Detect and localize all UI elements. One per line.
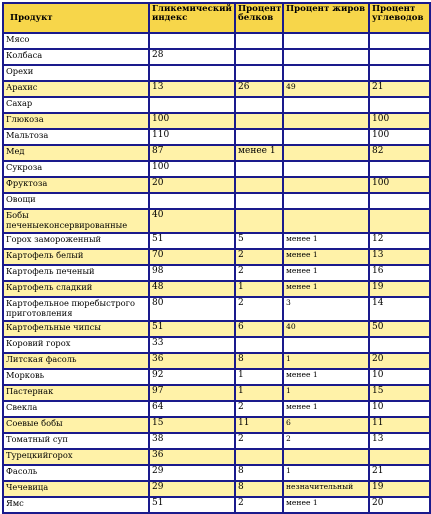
cell-fat: 3 xyxy=(283,297,369,321)
cell-protein xyxy=(235,209,283,233)
cell-glycemic-index: 29 xyxy=(149,481,235,497)
cell-fat xyxy=(283,97,369,113)
cell-carbs: 13 xyxy=(369,249,430,265)
table-container xyxy=(2,2,429,514)
table-row xyxy=(3,297,430,321)
cell-fat xyxy=(283,209,369,233)
table-row xyxy=(3,337,430,353)
cell-protein: 2 xyxy=(235,401,283,417)
table-row xyxy=(3,417,430,433)
table-row xyxy=(3,481,430,497)
cell-glycemic-index: 40 xyxy=(149,209,235,233)
cell-carbs: 16 xyxy=(369,265,430,281)
cell-protein: 26 xyxy=(235,81,283,97)
table-row xyxy=(3,49,430,65)
cell-protein xyxy=(235,49,283,65)
header-fat-percent: Процент жиров xyxy=(283,3,369,33)
cell-product: Ямс xyxy=(3,497,149,513)
cell-product: Фасоль xyxy=(3,465,149,481)
header-product: Продукт xyxy=(3,3,149,33)
cell-product: Мед xyxy=(3,145,149,161)
cell-glycemic-index: 36 xyxy=(149,353,235,369)
cell-protein: 2 xyxy=(235,265,283,281)
cell-glycemic-index: 48 xyxy=(149,281,235,297)
cell-protein xyxy=(235,177,283,193)
cell-product: Сахар xyxy=(3,97,149,113)
cell-protein: 6 xyxy=(235,321,283,337)
cell-carbs: 10 xyxy=(369,369,430,385)
cell-fat: 6 xyxy=(283,417,369,433)
cell-carbs: 20 xyxy=(369,353,430,369)
cell-carbs xyxy=(369,449,430,465)
cell-glycemic-index: 51 xyxy=(149,321,235,337)
cell-protein: 11 xyxy=(235,417,283,433)
cell-product: Картофель белый xyxy=(3,249,149,265)
table-row xyxy=(3,113,430,129)
cell-product: Картофельные чипсы xyxy=(3,321,149,337)
cell-carbs xyxy=(369,161,430,177)
table-row xyxy=(3,81,430,97)
table-header xyxy=(3,3,430,33)
table-row xyxy=(3,465,430,481)
cell-fat xyxy=(283,337,369,353)
cell-product: Турецкийгорох xyxy=(3,449,149,465)
cell-protein xyxy=(235,193,283,209)
cell-fat: менее 1 xyxy=(283,369,369,385)
cell-carbs xyxy=(369,33,430,49)
table-row xyxy=(3,281,430,297)
cell-glycemic-index: 38 xyxy=(149,433,235,449)
cell-fat: 40 xyxy=(283,321,369,337)
table-row xyxy=(3,321,430,337)
cell-carbs: 100 xyxy=(369,113,430,129)
cell-product: Арахис xyxy=(3,81,149,97)
cell-fat: менее 1 xyxy=(283,497,369,513)
table-row xyxy=(3,33,430,49)
table-row xyxy=(3,401,430,417)
table-body xyxy=(3,33,430,513)
table-row xyxy=(3,209,430,233)
cell-fat: 1 xyxy=(283,385,369,401)
cell-product: Фруктоза xyxy=(3,177,149,193)
cell-carbs: 10 xyxy=(369,401,430,417)
cell-fat xyxy=(283,113,369,129)
cell-glycemic-index: 87 xyxy=(149,145,235,161)
table-row xyxy=(3,161,430,177)
cell-glycemic-index: 64 xyxy=(149,401,235,417)
cell-glycemic-index xyxy=(149,33,235,49)
cell-carbs: 15 xyxy=(369,385,430,401)
cell-protein: менее 1 xyxy=(235,145,283,161)
cell-carbs: 19 xyxy=(369,481,430,497)
cell-fat xyxy=(283,129,369,145)
cell-carbs: 13 xyxy=(369,433,430,449)
cell-protein: 8 xyxy=(235,465,283,481)
cell-glycemic-index: 70 xyxy=(149,249,235,265)
cell-fat xyxy=(283,65,369,81)
cell-product: Томатный суп xyxy=(3,433,149,449)
cell-glycemic-index: 13 xyxy=(149,81,235,97)
cell-glycemic-index: 100 xyxy=(149,113,235,129)
cell-carbs: 19 xyxy=(369,281,430,297)
cell-protein: 8 xyxy=(235,353,283,369)
cell-glycemic-index xyxy=(149,65,235,81)
cell-glycemic-index: 92 xyxy=(149,369,235,385)
cell-carbs xyxy=(369,65,430,81)
cell-product: Горох замороженный xyxy=(3,233,149,249)
cell-glycemic-index: 98 xyxy=(149,265,235,281)
cell-protein xyxy=(235,33,283,49)
table-row xyxy=(3,249,430,265)
table-row xyxy=(3,97,430,113)
table-row xyxy=(3,449,430,465)
cell-protein xyxy=(235,337,283,353)
cell-glycemic-index xyxy=(149,97,235,113)
cell-carbs: 11 xyxy=(369,417,430,433)
cell-glycemic-index: 51 xyxy=(149,497,235,513)
cell-fat xyxy=(283,449,369,465)
cell-glycemic-index: 29 xyxy=(149,465,235,481)
cell-protein: 1 xyxy=(235,281,283,297)
cell-product: Картофель печеный xyxy=(3,265,149,281)
cell-glycemic-index: 33 xyxy=(149,337,235,353)
table-row xyxy=(3,433,430,449)
cell-fat: незначительный xyxy=(283,481,369,497)
cell-product: Соевые бобы xyxy=(3,417,149,433)
cell-product: Сукроза xyxy=(3,161,149,177)
cell-protein: 2 xyxy=(235,497,283,513)
cell-carbs: 50 xyxy=(369,321,430,337)
cell-protein xyxy=(235,161,283,177)
cell-product: Колбаса xyxy=(3,49,149,65)
cell-glycemic-index: 100 xyxy=(149,161,235,177)
cell-fat xyxy=(283,145,369,161)
table-row xyxy=(3,177,430,193)
cell-carbs: 21 xyxy=(369,81,430,97)
cell-product: Картофельное пюребыстрого приготовления xyxy=(3,297,149,321)
table-row xyxy=(3,265,430,281)
table-row xyxy=(3,193,430,209)
cell-fat: менее 1 xyxy=(283,281,369,297)
cell-fat: 2 xyxy=(283,433,369,449)
cell-protein xyxy=(235,129,283,145)
header-protein-percent: Процент белков xyxy=(235,3,283,33)
cell-protein: 2 xyxy=(235,433,283,449)
cell-carbs: 14 xyxy=(369,297,430,321)
table-row xyxy=(3,369,430,385)
glycemic-index-table xyxy=(2,2,431,514)
cell-glycemic-index xyxy=(149,193,235,209)
cell-carbs xyxy=(369,49,430,65)
cell-carbs: 100 xyxy=(369,129,430,145)
cell-protein: 8 xyxy=(235,481,283,497)
cell-fat: 1 xyxy=(283,353,369,369)
cell-product: Чечевица xyxy=(3,481,149,497)
cell-product: Мясо xyxy=(3,33,149,49)
table-row xyxy=(3,145,430,161)
cell-fat: 49 xyxy=(283,81,369,97)
cell-glycemic-index: 15 xyxy=(149,417,235,433)
cell-glycemic-index: 51 xyxy=(149,233,235,249)
cell-fat: менее 1 xyxy=(283,249,369,265)
cell-glycemic-index: 80 xyxy=(149,297,235,321)
cell-glycemic-index: 28 xyxy=(149,49,235,65)
cell-fat: менее 1 xyxy=(283,265,369,281)
cell-carbs: 82 xyxy=(369,145,430,161)
header-row xyxy=(3,3,430,33)
cell-glycemic-index: 20 xyxy=(149,177,235,193)
cell-fat: 1 xyxy=(283,465,369,481)
cell-product: Коровий горох xyxy=(3,337,149,353)
cell-fat xyxy=(283,177,369,193)
cell-fat xyxy=(283,161,369,177)
table-row xyxy=(3,129,430,145)
cell-protein: 1 xyxy=(235,369,283,385)
cell-product: Морковь xyxy=(3,369,149,385)
cell-protein xyxy=(235,97,283,113)
cell-product: Литская фасоль xyxy=(3,353,149,369)
table-row xyxy=(3,65,430,81)
cell-fat xyxy=(283,33,369,49)
cell-glycemic-index: 110 xyxy=(149,129,235,145)
cell-fat: менее 1 xyxy=(283,233,369,249)
cell-product: Овощи xyxy=(3,193,149,209)
header-carbs-percent: Процент углеводов xyxy=(369,3,430,33)
cell-product: Картофель сладкий xyxy=(3,281,149,297)
table-row xyxy=(3,233,430,249)
cell-product: Пастернак xyxy=(3,385,149,401)
cell-protein: 1 xyxy=(235,385,283,401)
cell-product: Мальтоза xyxy=(3,129,149,145)
cell-fat: менее 1 xyxy=(283,401,369,417)
header-glycemic-index: Гликемический индекс xyxy=(149,3,235,33)
cell-protein: 5 xyxy=(235,233,283,249)
cell-protein: 2 xyxy=(235,297,283,321)
cell-carbs: 21 xyxy=(369,465,430,481)
cell-carbs xyxy=(369,209,430,233)
cell-fat xyxy=(283,193,369,209)
cell-carbs xyxy=(369,97,430,113)
cell-protein xyxy=(235,65,283,81)
cell-protein xyxy=(235,449,283,465)
table-row xyxy=(3,353,430,369)
cell-protein: 2 xyxy=(235,249,283,265)
cell-glycemic-index: 36 xyxy=(149,449,235,465)
cell-glycemic-index: 97 xyxy=(149,385,235,401)
cell-carbs: 12 xyxy=(369,233,430,249)
cell-product: Бобы печеныеконсервированные xyxy=(3,209,149,233)
cell-carbs xyxy=(369,193,430,209)
cell-protein xyxy=(235,113,283,129)
cell-product: Свекла xyxy=(3,401,149,417)
cell-carbs: 100 xyxy=(369,177,430,193)
table-row xyxy=(3,497,430,513)
cell-carbs xyxy=(369,337,430,353)
cell-carbs: 20 xyxy=(369,497,430,513)
cell-fat xyxy=(283,49,369,65)
cell-product: Глюкоза xyxy=(3,113,149,129)
cell-product: Орехи xyxy=(3,65,149,81)
table-row xyxy=(3,385,430,401)
